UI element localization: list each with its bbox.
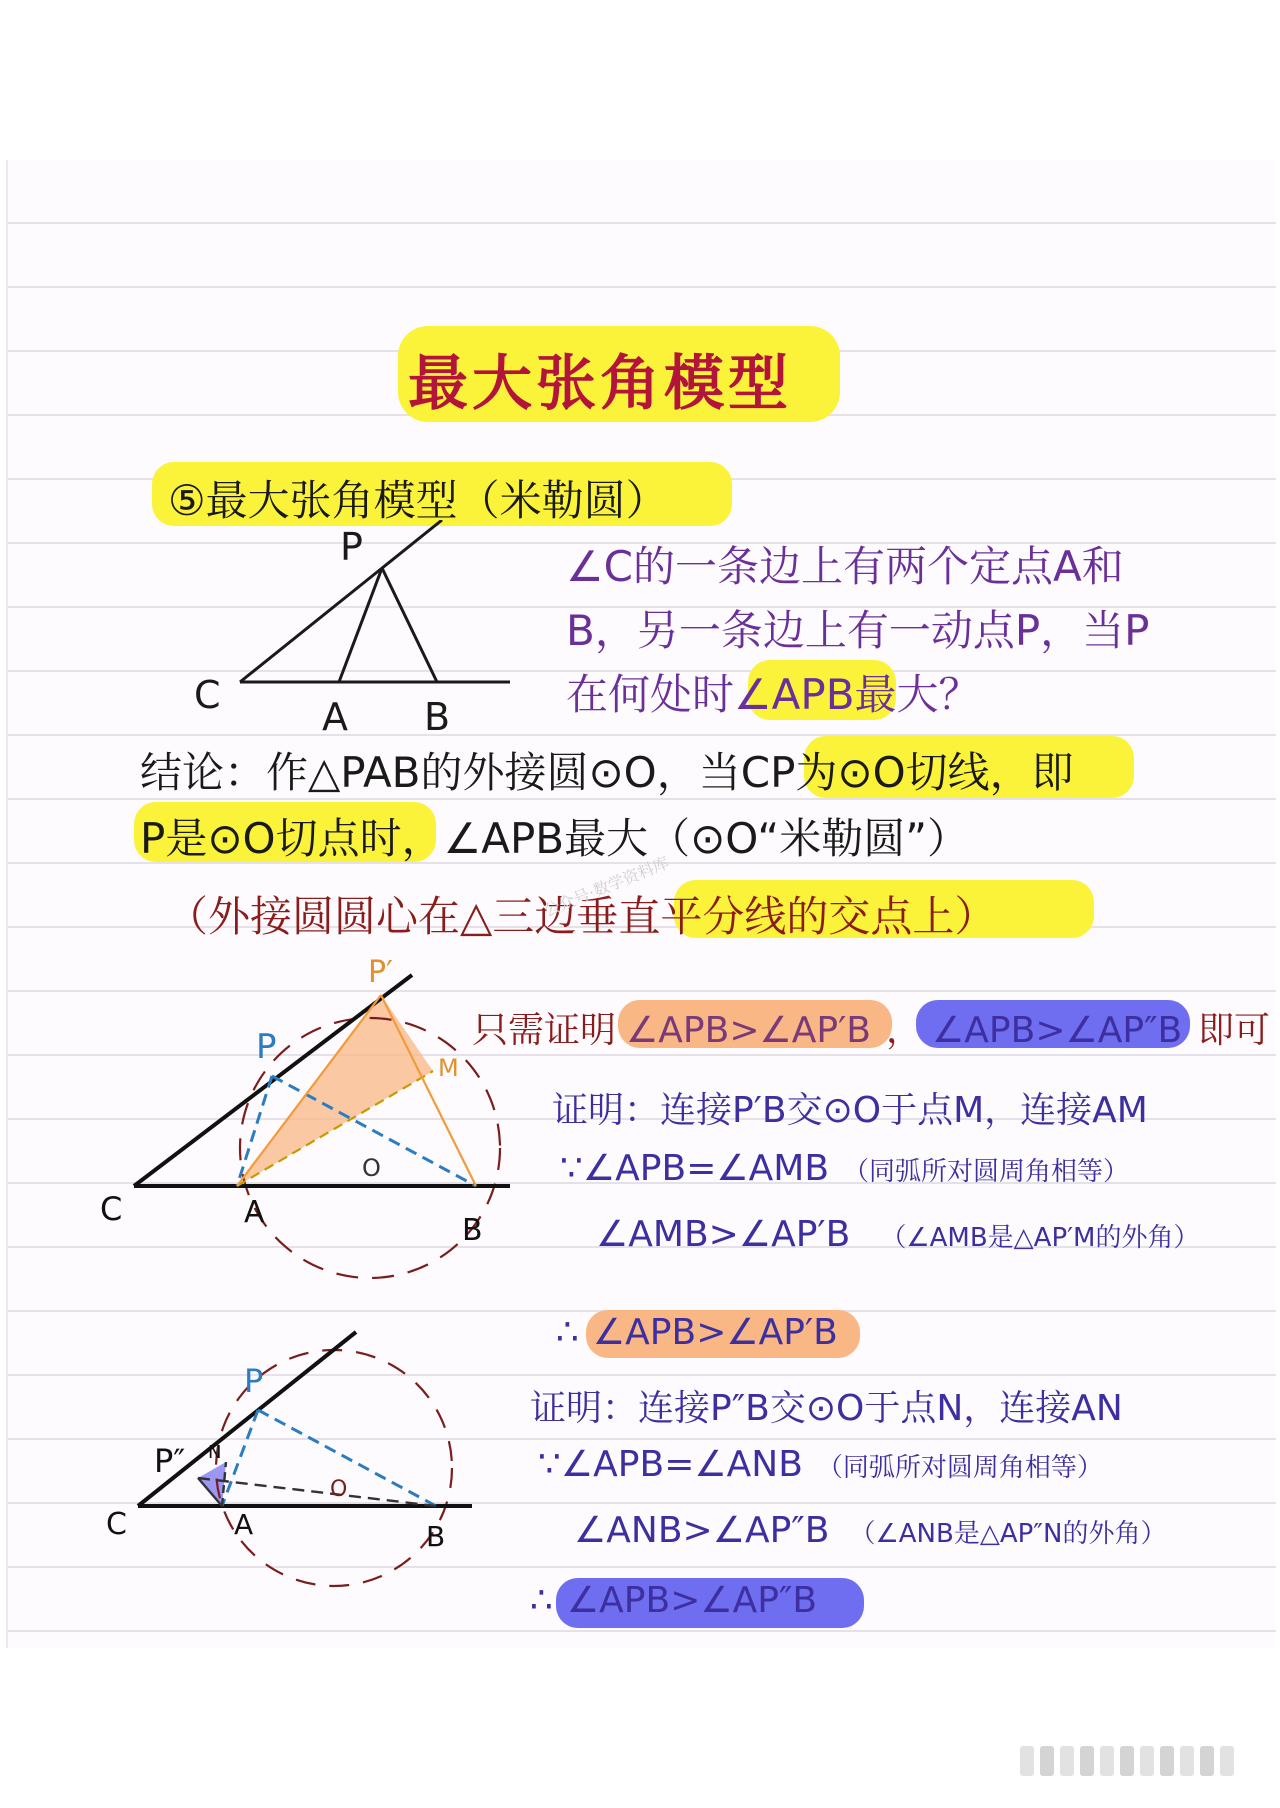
proof-goal-suffix: 即可	[1198, 1010, 1271, 1051]
label-p: P	[340, 525, 363, 569]
conclusion-1a: 结论：作△PAB的外接圆⊙O，	[140, 748, 699, 797]
proof1-line-4	[556, 1312, 838, 1353]
conclusion-2a: P是⊙O切点时	[140, 814, 402, 863]
segment-p2b	[198, 1478, 436, 1506]
label-b: B	[462, 1213, 483, 1248]
conclusion-line-1	[140, 740, 1074, 800]
proof-goal-ineq1: ∠APB>∠AP′B	[626, 1010, 871, 1051]
label-p: P	[256, 1027, 277, 1067]
proof1-line-3-note: （∠AMB是△AP′M的外角）	[880, 1223, 1200, 1253]
label-c: C	[100, 1190, 123, 1228]
subtitle: ⑤最大张角模型（米勒圆）	[168, 476, 668, 525]
proof2-line-4-prefix: ∴	[530, 1580, 553, 1621]
label-p2: P″	[154, 1442, 186, 1480]
proof2-line-4-main: ∠APB>∠AP″B	[566, 1580, 818, 1621]
figure-proof-2	[104, 1320, 484, 1610]
proof1-line-2	[560, 1148, 1129, 1189]
proof1-line-4-main: ∠APB>∠AP′B	[592, 1312, 838, 1353]
question-line-3	[566, 662, 981, 722]
page-title: 最大张角模型	[408, 349, 792, 419]
proof1-line-2-main: ∵∠APB=∠AMB	[560, 1148, 830, 1189]
label-c: C	[106, 1507, 127, 1542]
label-b: B	[424, 695, 451, 739]
proof1-line-2-note: （同弧所对圆周角相等）	[843, 1157, 1130, 1187]
proof2-line-2-main: ∵∠APB=∠ANB	[538, 1444, 803, 1485]
proof-goal-ineq2: ∠APB>∠AP″B	[932, 1010, 1183, 1051]
label-o: O	[362, 1154, 381, 1182]
label-n: N	[208, 1442, 222, 1463]
proof2-line-3-main: ∠ANB>∠AP″B	[574, 1510, 830, 1551]
question-apb: ∠APB	[734, 670, 855, 719]
question-line-3c: 最大？	[854, 670, 981, 719]
proof-goal-comma: ，	[886, 1010, 923, 1051]
conclusion-3c: ）	[954, 892, 997, 941]
proof2-line-4	[530, 1580, 817, 1621]
proof1-line-1: 证明：连接P′B交⊙O于点M，连接AM	[552, 1090, 1148, 1131]
proof1-line-3-main: ∠AMB>∠AP′B	[596, 1214, 851, 1255]
conclusion-1c: ，即	[989, 748, 1074, 797]
figure-proof-1	[90, 940, 530, 1310]
question-line-2: B，另一条边上有一动点P，当P	[566, 606, 1150, 655]
label-p: P	[244, 1362, 264, 1400]
proof2-line-2-note: （同弧所对圆周角相等）	[816, 1453, 1103, 1483]
page-decoration	[1020, 1742, 1240, 1786]
watermark: 公众号·数学资料库	[541, 852, 672, 921]
label-a: A	[322, 695, 348, 739]
proof2-line-2	[538, 1444, 1103, 1485]
segment-pb	[382, 568, 437, 682]
label-b: B	[426, 1520, 446, 1553]
proof-goal	[472, 1002, 1270, 1053]
label-p1: P′	[368, 955, 393, 990]
label-a: A	[234, 1508, 254, 1541]
label-a: A	[244, 1195, 265, 1230]
proof2-line-3-note: （∠ANB是△AP″N的外角）	[849, 1519, 1167, 1549]
proof1-line-4-prefix: ∴	[556, 1312, 579, 1353]
proof2-line-3	[574, 1510, 1166, 1551]
conclusion-2b: ，∠APB最大（⊙O“米勒圆”）	[401, 814, 969, 863]
label-m: M	[438, 1054, 459, 1082]
conclusion-3a: （外接圆圆心在△三边垂	[166, 892, 619, 941]
conclusion-1b: 当CP为⊙O切线	[698, 748, 990, 797]
proof1-line-3	[596, 1214, 1199, 1255]
label-o: O	[330, 1477, 348, 1502]
label-c: C	[194, 673, 221, 717]
figure-angle-c	[190, 520, 520, 740]
proof-goal-prefix: 只需证明	[472, 1010, 617, 1051]
proof2-line-1: 证明：连接P″B交⊙O于点N，连接AN	[530, 1388, 1123, 1429]
bars-icon	[1020, 1742, 1240, 1782]
question-line-1: ∠C的一条边上有两个定点A和	[566, 542, 1124, 591]
conclusion-3b: 直平分线的交点上	[618, 892, 955, 941]
conclusion-line-2	[140, 806, 969, 866]
question-line-3a: 在何处时	[566, 670, 735, 719]
